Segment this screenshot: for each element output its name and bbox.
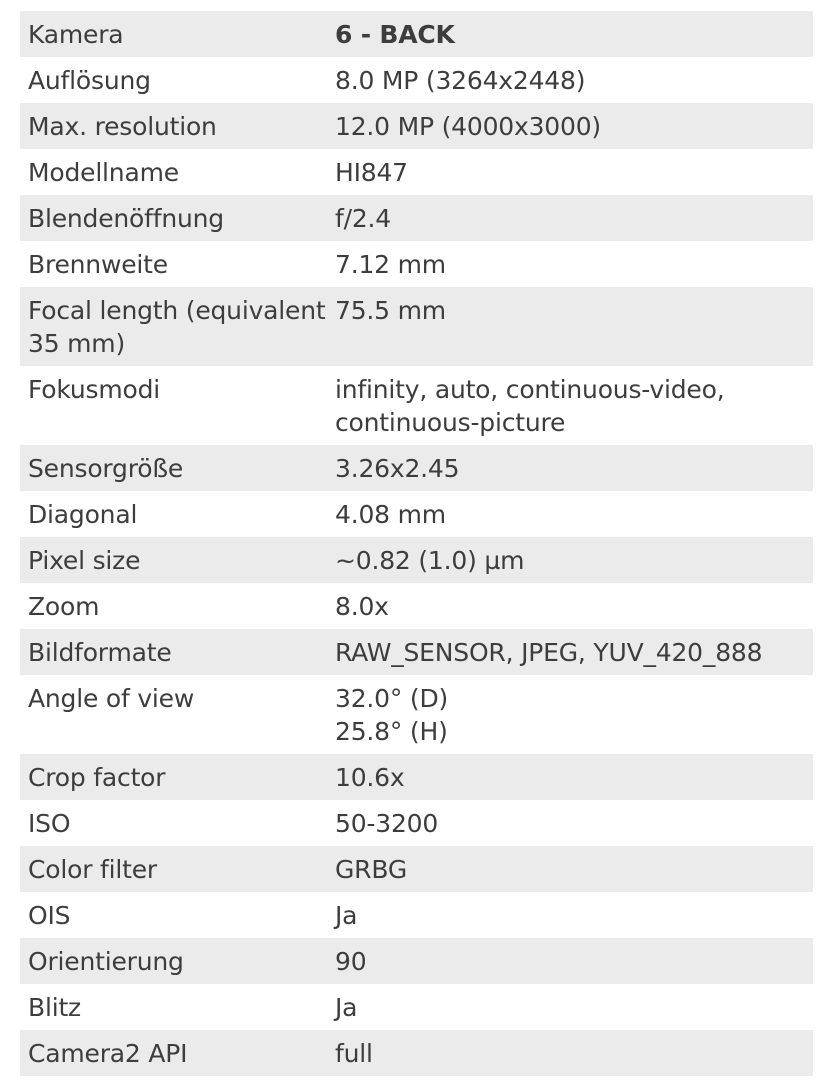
spec-value: 8.0x — [335, 592, 389, 621]
spec-row-color-filter — [20, 846, 813, 892]
spec-value: 75.5 mm — [335, 296, 446, 325]
spec-value: infinity, auto, continuous-video, continuous-picture — [335, 375, 725, 437]
spec-row-zoom — [20, 583, 813, 629]
spec-row-kamera — [20, 11, 813, 57]
spec-row-fokusmodi — [20, 366, 813, 445]
spec-label: Color filter — [28, 855, 157, 884]
spec-row-aufloesung — [20, 57, 813, 103]
spec-value: full — [335, 1039, 373, 1068]
spec-label: Focal length (equivalent 35 mm) — [28, 296, 326, 358]
spec-value: HI847 — [335, 158, 408, 187]
spec-row-modellname — [20, 149, 813, 195]
spec-row-camera2-api — [20, 1030, 813, 1076]
spec-label: Modellname — [28, 158, 179, 187]
spec-row-sensorgroesse — [20, 445, 813, 491]
spec-value: 8.0 MP (3264x2448) — [335, 66, 586, 95]
spec-value: Ja — [335, 901, 358, 930]
spec-label: OIS — [28, 901, 71, 930]
spec-value: RAW_SENSOR, JPEG, YUV_420_888 — [335, 638, 763, 667]
spec-label: Orientierung — [28, 947, 184, 976]
spec-value: 10.6x — [335, 763, 405, 792]
spec-value: 12.0 MP (4000x3000) — [335, 112, 601, 141]
spec-value: 4.08 mm — [335, 500, 446, 529]
spec-row-angle-of-view — [20, 675, 813, 754]
spec-value: 32.0° (D) 25.8° (H) — [335, 684, 449, 746]
spec-row-orientierung — [20, 938, 813, 984]
spec-row-blendenoeffnung — [20, 195, 813, 241]
spec-row-diagonal — [20, 491, 813, 537]
spec-value: ~0.82 (1.0) µm — [335, 546, 525, 575]
spec-value: 90 — [335, 947, 367, 976]
spec-row-pixel-size — [20, 537, 813, 583]
spec-value: Ja — [335, 993, 358, 1022]
spec-label: Crop factor — [28, 763, 166, 792]
spec-label: Auflösung — [28, 66, 151, 95]
spec-label: Zoom — [28, 592, 100, 621]
spec-row-iso — [20, 800, 813, 846]
spec-label: Pixel size — [28, 546, 141, 575]
spec-value: GRBG — [335, 855, 408, 884]
spec-value: 3.26x2.45 — [335, 454, 460, 483]
spec-label: Max. resolution — [28, 112, 217, 141]
spec-label: Sensorgröße — [28, 454, 184, 483]
camera-spec-table — [20, 11, 813, 1076]
spec-label: Diagonal — [28, 500, 138, 529]
spec-row-crop-factor — [20, 754, 813, 800]
spec-row-focal-length-equivalent — [20, 287, 813, 366]
spec-label: Brennweite — [28, 250, 168, 279]
spec-value: 50-3200 — [335, 809, 439, 838]
spec-label: Kamera — [28, 20, 124, 49]
spec-label: Camera2 API — [28, 1039, 188, 1068]
spec-label: Angle of view — [28, 684, 195, 713]
spec-row-bildformate — [20, 629, 813, 675]
spec-label: Bildformate — [28, 638, 172, 667]
spec-label: Blitz — [28, 993, 81, 1022]
spec-row-ois — [20, 892, 813, 938]
spec-value: 7.12 mm — [335, 250, 446, 279]
spec-value: f/2.4 — [335, 204, 391, 233]
spec-row-max-resolution — [20, 103, 813, 149]
spec-row-brennweite — [20, 241, 813, 287]
spec-label: Fokusmodi — [28, 375, 161, 404]
spec-label: Blendenöffnung — [28, 204, 224, 233]
spec-value: 6 - BACK — [335, 20, 455, 49]
spec-label: ISO — [28, 809, 71, 838]
spec-row-blitz — [20, 984, 813, 1030]
